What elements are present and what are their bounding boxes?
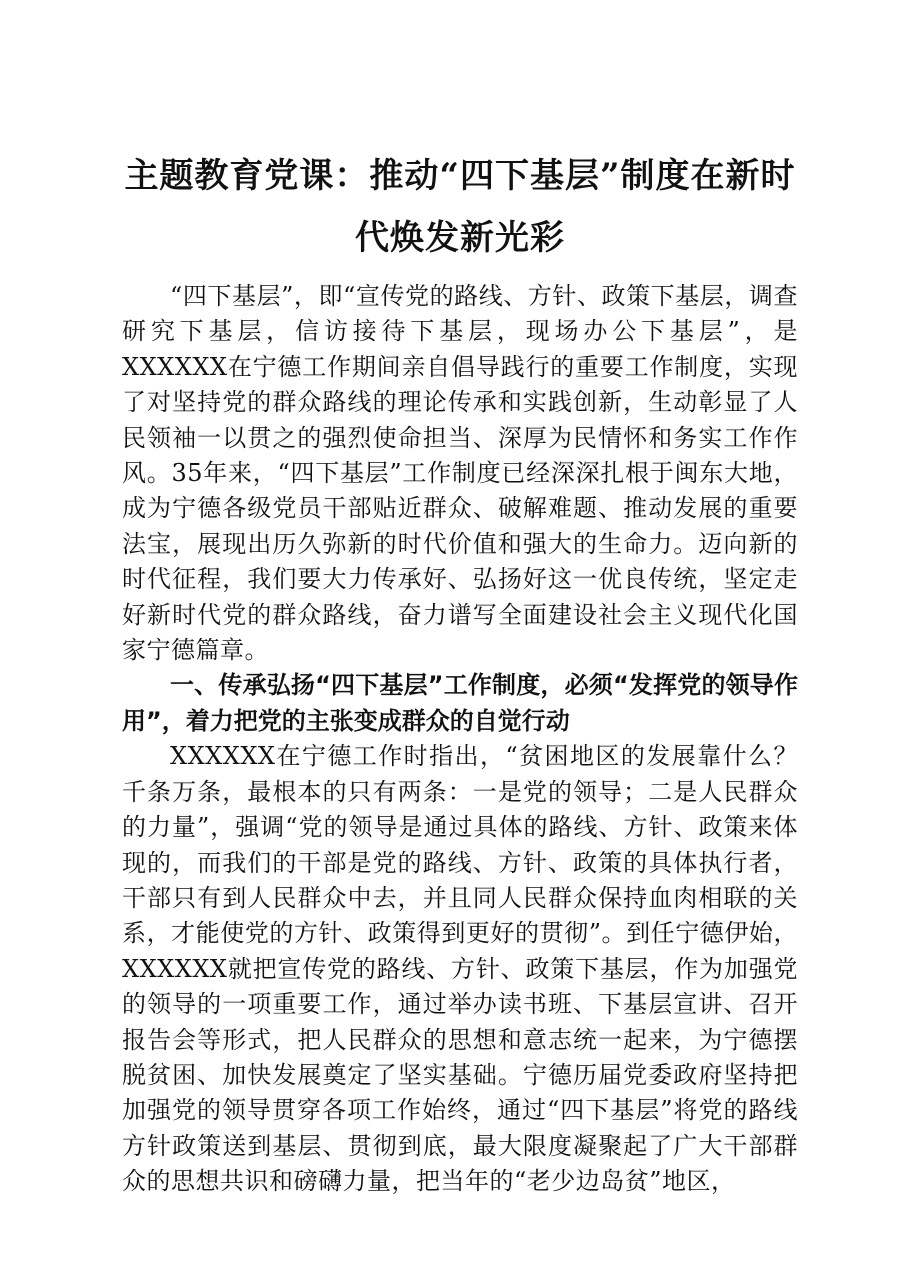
section-paragraph: XXXXXX在宁德工作时指出，“贫困地区的发展靠什么？千条万条，最根本的只有两条：一是党的领导；二是人民群众的力量”，强调“党的领导是通过具体的路线、方针、政策来体现的，而我们的干部是党的路线、方针、政策的具体执行者，干部只有到人民群众中去，并且同人民群众保持血肉相联的关系，才能使党的方针、政策得到更好的贯彻”。到任宁德伊始，XXXXXX就把宣传党的路线、方针、政策下基层，作为加强党的领导的一项重要工作，通过举办读书班、下基层宣讲、召开报告会等形式，把人民群众的思想和意志统一起来，为宁德摆脱贫困、加快发展奠定了坚实基础。宁德历届党委政府坚持把加强党的领导贯穿各项工作始终，通过“四下基层”将党的路线方针政策送到基层、贯彻到底，最大限度凝聚起了广大干部群众的思想共识和磅礴力量，把当年的“老少边岛贫”地区，: [122, 742, 798, 1196]
section-heading: 一、传承弘扬“四下基层”工作制度，必须“发挥党的领导作用”，着力把党的主张变成群众的自觉行动: [122, 671, 798, 735]
intro-paragraph: “四下基层”，即“宣传党的路线、方针、政策下基层，调查研究下基层，信访接待下基层，现场办公下基层”，是XXXXXX在宁德工作期间亲自倡导践行的重要工作制度，实现了对坚持党的群众路线的理论传承和实践创新，生动彰显了人民领袖一以贯之的强烈使命担当、深厚为民情怀和务实工作作风。35年来，“四下基层”工作制度已经深深扎根于闽东大地，成为宁德各级党员干部贴近群众、破解难题、推动发展的重要法宝，展现出历久弥新的时代价值和强大的生命力。迈向新的时代征程，我们要大力传承好、弘扬好这一优良传统，坚定走好新时代党的群众路线，奋力谱写全面建设社会主义现代化国家宁德篇章。: [122, 282, 798, 665]
document-page: [122, 145, 798, 1200]
title-spacer: [122, 269, 798, 279]
document-title: [122, 145, 798, 269]
title-line-1: 主题教育党课：推动“四下基层”制度在新时: [124, 156, 796, 196]
title-line-2: 代焕发新光彩: [355, 218, 565, 258]
